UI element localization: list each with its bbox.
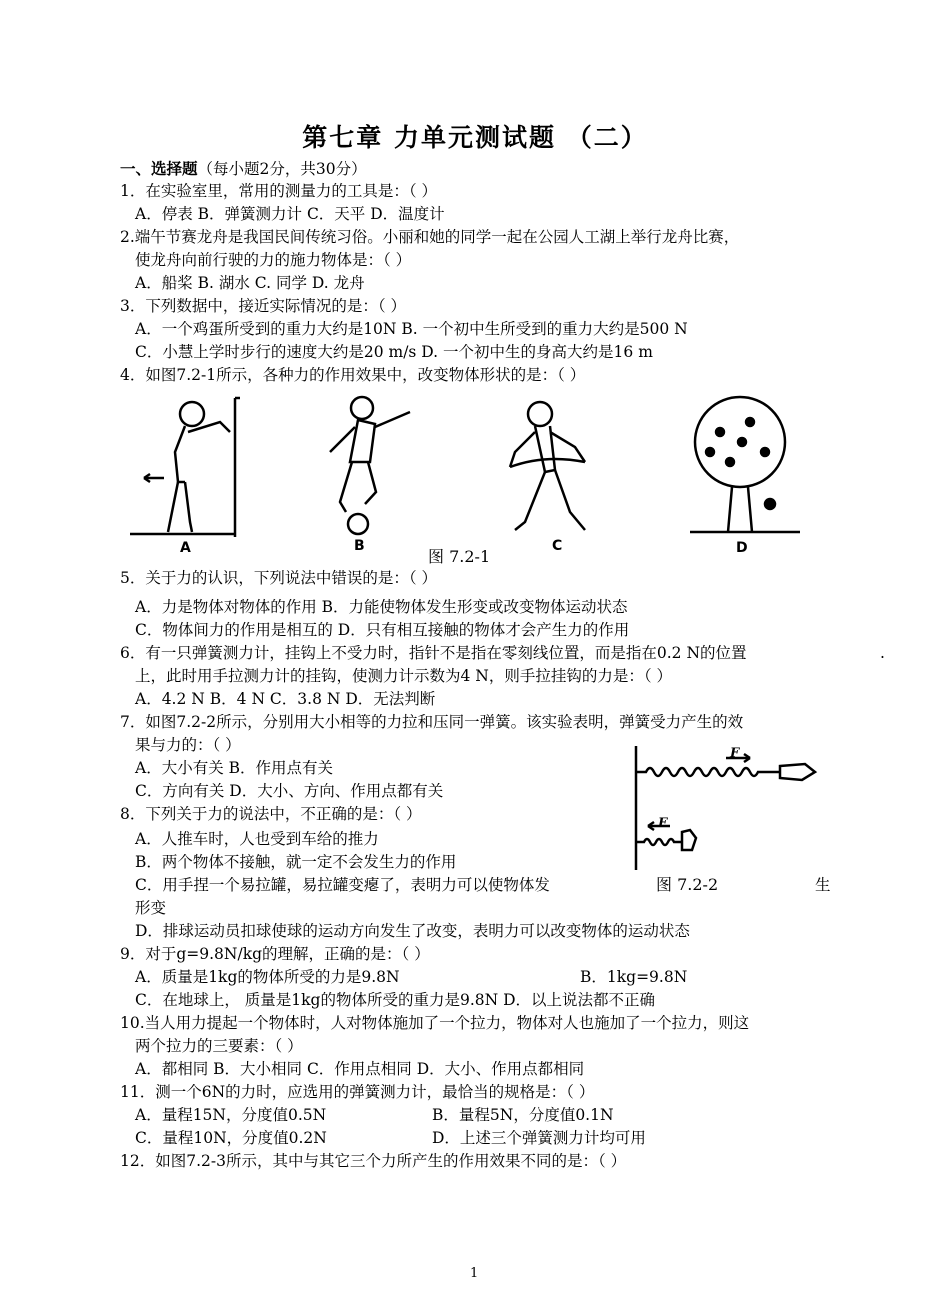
trailing-char: 生	[815, 876, 831, 894]
section-label: 一、选择题	[120, 159, 198, 178]
q8-stem: 8．下列关于力的说法中，不正确的是：（ ）	[120, 805, 422, 823]
q9-option-a: A．质量是1kg的物体所受的力是9.8N	[135, 968, 400, 986]
figure-7-2-2-caption: 图 7.2-2	[656, 875, 719, 894]
q3-stem: 3．下列数据中，接近实际情况的是：（ ）	[120, 297, 407, 315]
q11-stem: 11．测一个6N的力时，应选用的弹簧测力计，最恰当的规格是：（ ）	[120, 1083, 595, 1101]
q4-stem: 4．如图7.2-1所示，各种力的作用效果中，改变物体形状的是：（ ）	[120, 366, 586, 384]
figure-label-d: D	[736, 540, 748, 556]
figure-a-person-wall	[130, 398, 240, 537]
page-number: 1	[470, 1266, 479, 1281]
q8-option-d: D．排球运动员扣球使球的运动方向发生了改变，表明力可以改变物体的运动状态	[135, 922, 690, 940]
figure-7-2-1-caption: 图 7.2-1	[428, 547, 491, 566]
q3-options-cd: C．小慧上学时步行的速度大约是20 m/s D. 一个初中生的身高大约是16 m	[135, 343, 653, 361]
q2-options: A．船桨 B. 湖水 C. 同学 D. 龙舟	[135, 274, 365, 292]
q11-option-b: B．量程5N，分度值0.1N	[432, 1106, 614, 1124]
force-label-bottom: F	[658, 816, 668, 831]
figure-label-b: B	[354, 538, 365, 554]
q7-stem-cont: 果与力的：（ ）	[135, 736, 241, 754]
figure-c-bend	[510, 402, 585, 530]
q11-option-a: A．量程15N，分度值0.5N	[135, 1106, 327, 1124]
q10-stem: 10.当人用力提起一个物体时，人对物体施加了一个拉力，物体对人也施加了一个拉力，则这	[120, 1014, 750, 1032]
q9-option-b: B．1kg=9.8N	[580, 968, 688, 986]
q2-stem: 2.端午节赛龙舟是我国民间传统习俗。小丽和她的同学一起在公园人工湖上举行龙舟比赛，	[120, 228, 740, 246]
q8-option-c: C．用手捏一个易拉罐，易拉罐变瘪了，表明力可以使物体发	[135, 876, 550, 894]
q10-options: A．都相同 B．大小相同 C．作用点相同 D．大小、作用点都相同	[135, 1060, 585, 1078]
q1-stem: 1．在实验室里，常用的测量力的工具是：（ ）	[120, 182, 438, 200]
q9-options-cd: C．在地球上， 质量是1kg的物体所受的重力是9.8N D．以上说法都不正确	[135, 991, 656, 1009]
q6-options: A．4.2 N B．4 N C．3.8 N D．无法判断	[135, 690, 436, 708]
q8-option-a: A．人推车时，人也受到车给的推力	[135, 830, 379, 848]
page-title: 第七章 力单元测试题 （二）	[302, 123, 648, 152]
q3-options-ab: A．一个鸡蛋所受到的重力大约是10N B. 一个初中生所受到的重力大约是500 N	[135, 320, 688, 338]
stray-dot: .	[880, 644, 885, 662]
section-note: （每小题2分，共30分）	[197, 160, 367, 178]
q7-options-cd: C．方向有关 D．大小、方向、作用点都有关	[135, 782, 444, 800]
q7-stem: 7．如图7.2-2所示，分别用大小相等的力拉和压同一弹簧。该实验表明，弹簧受力产生的效	[120, 713, 744, 731]
q11-option-c: C．量程10N，分度值0.2N	[135, 1129, 327, 1147]
q8-option-c-cont: 形变	[135, 899, 167, 917]
figure-7-2-1	[130, 392, 810, 562]
q5-options-ab: A．力是物体对物体的作用 B．力能使物体发生形变或改变物体运动状态	[135, 598, 628, 616]
q9-stem: 9．对于g=9.8N/kg的理解，正确的是：（ ）	[120, 945, 430, 963]
figure-b-kick-ball	[330, 397, 410, 534]
figure-label-a: A	[180, 540, 191, 556]
q10-stem-cont: 两个拉力的三要素：（ ）	[135, 1037, 303, 1055]
q5-stem: 5．关于力的认识，下列说法中错误的是：（ ）	[120, 569, 438, 587]
figure-7-2-2	[630, 742, 830, 872]
force-label-top: F	[730, 746, 740, 761]
q2-stem-cont: 使龙舟向前行驶的力的施力物体是：（ ）	[135, 251, 412, 269]
section-heading	[120, 158, 367, 180]
q8-option-b: B．两个物体不接触，就一定不会发生力的作用	[135, 853, 457, 871]
q6-stem-cont: 上，此时用手拉测力计的挂钩，使测力计示数为4 N，则手拉挂钩的力是：（ ）	[135, 667, 673, 685]
q1-options: A．停表 B．弹簧测力计 C．天平 D．温度计	[135, 205, 445, 223]
q12-stem: 12．如图7.2-3所示，其中与其它三个力所产生的作用效果不同的是：（ ）	[120, 1152, 627, 1170]
figure-label-c: C	[552, 538, 563, 554]
q7-options-ab: A．大小有关 B．作用点有关	[135, 759, 334, 777]
q5-options-cd: C．物体间力的作用是相互的 D．只有相互接触的物体才会产生力的作用	[135, 621, 630, 639]
figure-d-apple-tree	[690, 397, 800, 532]
q11-option-d: D．上述三个弹簧测力计均可用	[432, 1129, 646, 1147]
q6-stem: 6．有一只弹簧测力计，挂钩上不受力时，指针不是指在零刻线位置，而是指在0.2 N的位置	[120, 644, 747, 662]
